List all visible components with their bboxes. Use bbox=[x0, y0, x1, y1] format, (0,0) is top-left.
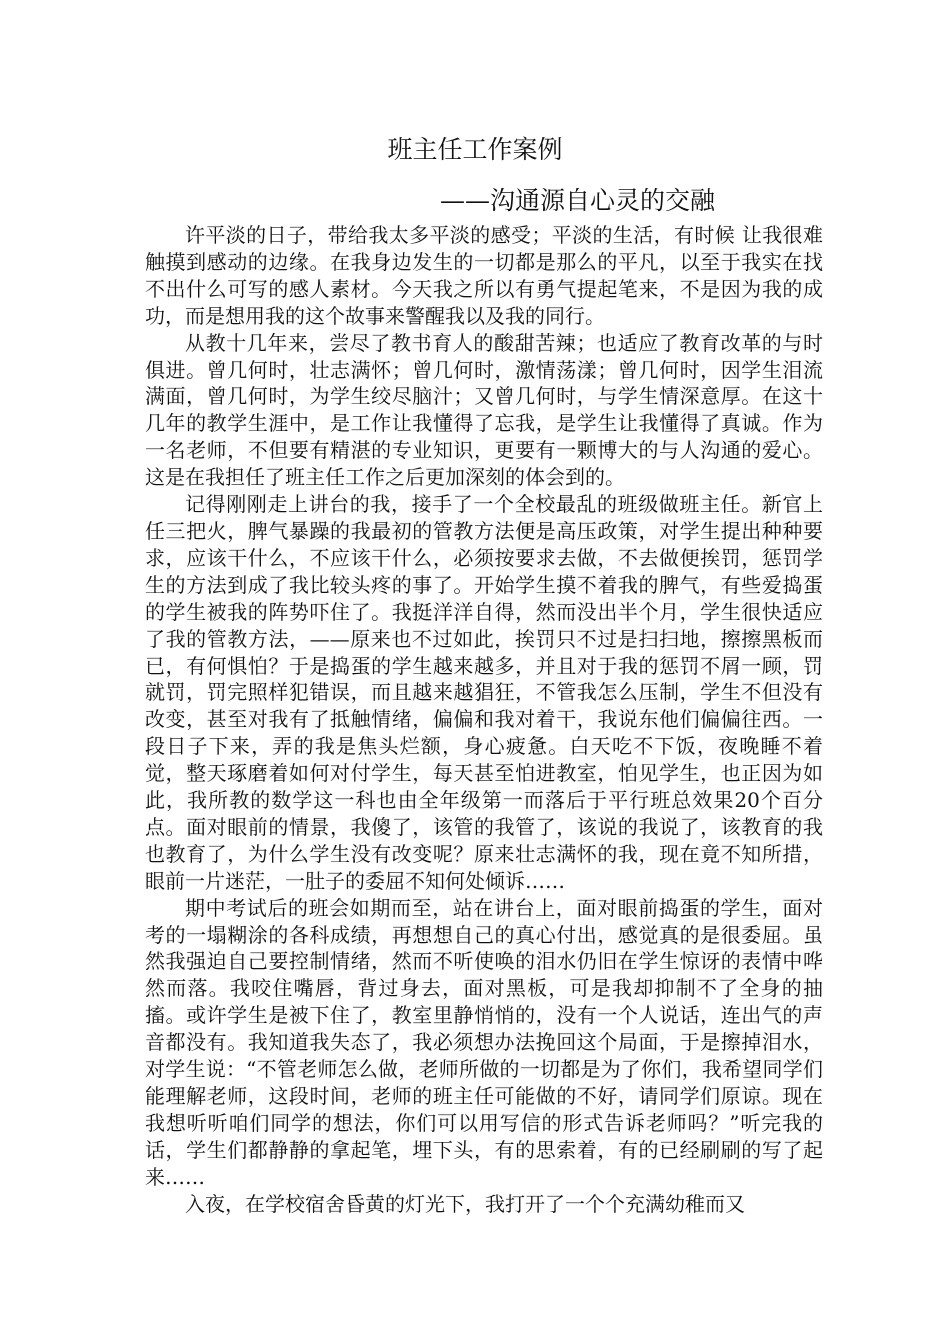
paragraph: 期中考试后的班会如期而至，站在讲台上，面对眼前捣蛋的学生，面对考的一塌糊涂的各科成绩，再想想自己的真心付出，感觉真的是很委屈。虽然我强迫自己要控制情绪，然而不听使唤的泪水仍旧在学生惊讶的表情中哗然而落。我咬住嘴唇，背过身去，面对黑板，可是我却抑制不了全身的抽搐。或许学生是被下住了，教室里静悄悄的，没有一个人说话，连出气的声音都没有。我知道我失态了，我必须想办法挽回这个局面，于是擦掉泪水，对学生说：“不管老师怎么做，老师所做的一切都是为了你们，我希望同学们能理解老师，这段时间，老师的班主任可能做的不好，请同学们原谅。现在我想听听咱们同学的想法，你们可以用写信的形式告诉老师吗？”听完我的话，学生们都静静的拿起笔，埋下头，有的思索着，有的已经刷刷的写了起来…… bbox=[145, 895, 823, 1189]
document-subtitle: ——沟通源自心灵的交融 bbox=[440, 186, 716, 215]
paragraph: 入夜，在学校宿舍昏黄的灯光下，我打开了一个个充满幼稚而又 bbox=[185, 1191, 745, 1216]
paragraph: 记得刚刚走上讲台的我，接手了一个全校最乱的班级做班主任。新官上任三把火，脾气暴躁的我最初的管教方法便是高压政策，对学生提出种种要求，应该干什么，不应该干什么，必须按要求去做，不去做便挨罚，惩罚学生的方法到成了我比较头疼的事了。开始学生摸不着我的脾气，有些爱捣蛋的学生被我的阵势吓住了。我挺洋洋自得，然而没出半个月，学生很快适应了我的管教方法，——原来也不过如此，挨罚只不过是扫扫地，擦擦黑板而已，有何惧怕？于是捣蛋的学生越来越多，并且对于我的惩罚不屑一顾，罚就罚，罚完照样犯错误，而且越来越猖狂，不管我怎么压制，学生不但没有改变，甚至对我有了抵触情绪，偏偏和我对着干，我说东他们偏偏往西。一段日子下来，弄的我是焦头烂额，身心疲惫。白天吃不下饭，夜晚睡不着觉，整天琢磨着如何对付学生，每天甚至怕进教室，怕见学生，也正因为如此，我所教的数学这一科也由全年级第一而落后于平行班总效果20个百分点。面对眼前的情景，我傻了，该管的我管了，该说的我说了，该教育的我也教育了，为什么学生没有改变呢？原来壮志满怀的我，现在竟不知所措，眼前一片迷茫，一肚子的委屈不知何处倾诉…… bbox=[145, 492, 823, 893]
document-body bbox=[145, 222, 823, 1218]
paragraph: 许平淡的日子，带给我太多平淡的感受；平淡的生活，有时候 让我很难触摸到感动的边缘。在我身边发生的一切都是那么的平凡，以至于我实在找不出什么可写的感人素材。今天我之所以有勇气提起笔来，不是因为我的成功，而是想用我的这个故事来警醒我以及我的同行。 bbox=[145, 223, 823, 328]
document-title: 班主任工作案例 bbox=[387, 135, 563, 164]
paragraph: 从教十几年来，尝尽了教书育人的酸甜苦辣；也适应了教育改革的与时俱进。曾几何时，壮志满怀；曾几何时，激情荡漾；曾几何时，因学生泪流满面，曾几何时，为学生绞尽脑汁；又曾几何时，与学生情深意厚。在这十几年的教学生涯中，是工作让我懂得了忘我，是学生让我懂得了真诚。作为一名老师，不但要有精湛的专业知识，更要有一颗博大的与人沟通的爱心。这是在我担任了班主任工作之后更加深刻的体会到的。 bbox=[145, 330, 823, 490]
